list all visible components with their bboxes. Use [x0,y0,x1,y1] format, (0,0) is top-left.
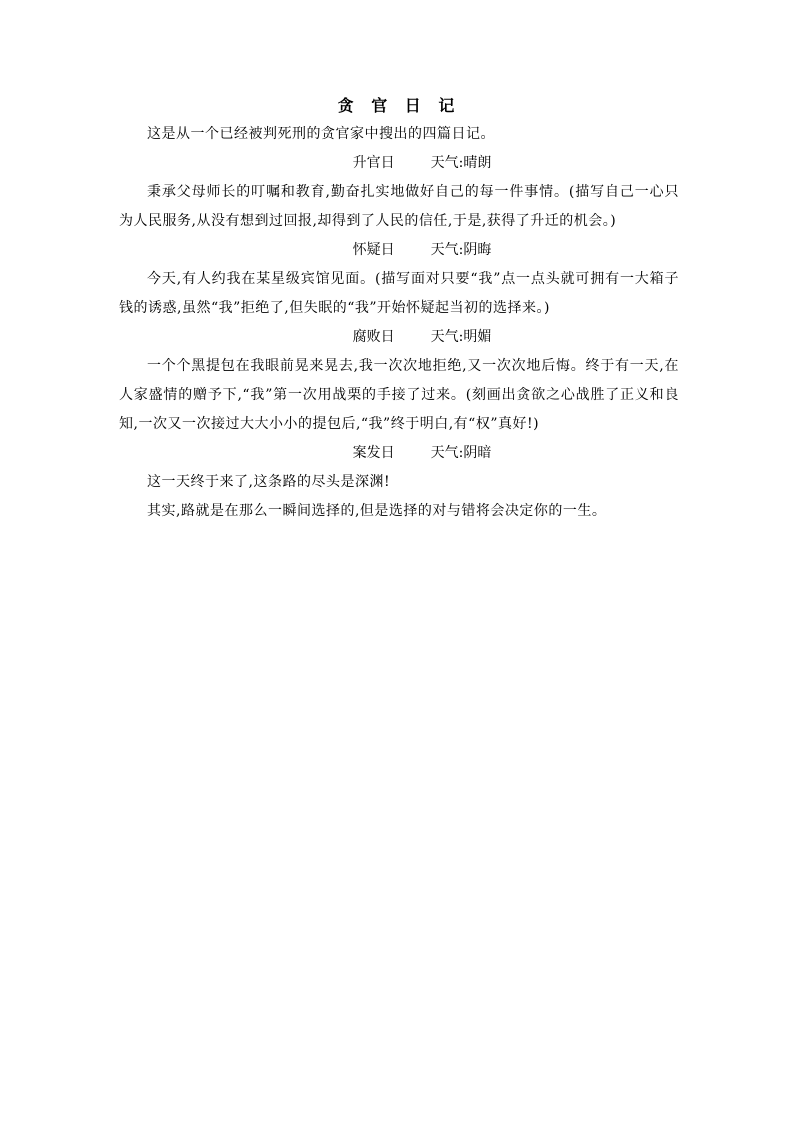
document-page [119,96,679,526]
entry-day: 怀疑日 [352,242,395,258]
entry-heading-promotion [119,149,679,178]
conclusion-paragraph: 其实,路就是在那么一瞬间选择的,但是选择的对与错将会决定你的一生。 [147,503,607,519]
entry-weather: 天气:阴晦 [430,242,492,258]
entry-weather: 天气:阴暗 [430,445,492,461]
intro-paragraph: 这是从一个已经被判死刑的贪官家中搜出的四篇日记。 [147,126,495,142]
entry-heading-exposure [119,439,679,468]
entry-day: 腐败日 [352,329,395,345]
entry-text-exposure: 这一天终于来了,这条路的尽头是深渊! [147,474,391,490]
entry-text-promotion: 秉承父母师长的叮嘱和教育,勤奋扎实地做好自己的每一件事情。(描写自己一心只为人民服务,从没有想到过回报,却得到了人民的信任,于是,获得了升迁的机会。) [119,184,679,229]
entry-heading-corruption [119,323,679,352]
entry-text-doubt: 今天,有人约我在某星级宾馆见面。(描写面对只要“我”点一点头就可拥有一大箱子钱的诱惑,虽然“我”拒绝了,但失眠的“我”开始怀疑起当初的选择来。) [119,271,679,316]
entry-weather: 天气:明媚 [430,329,492,345]
entry-day: 案发日 [352,445,395,461]
entry-text-corruption: 一个个黑提包在我眼前晃来晃去,我一次次地拒绝,又一次次地后悔。终于有一天,在人家盛情的赠予下,“我”第一次用战栗的手接了过来。(刻画出贪欲之心战胜了正义和良知,一次又一次接过大大小小的提包后,“我”终于明白,有“权”真好!) [119,358,679,432]
entry-weather: 天气:晴朗 [430,155,492,171]
entry-heading-doubt [119,236,679,265]
entry-day: 升官日 [352,155,395,171]
document-title: 贪 官 日 记 [337,96,461,115]
